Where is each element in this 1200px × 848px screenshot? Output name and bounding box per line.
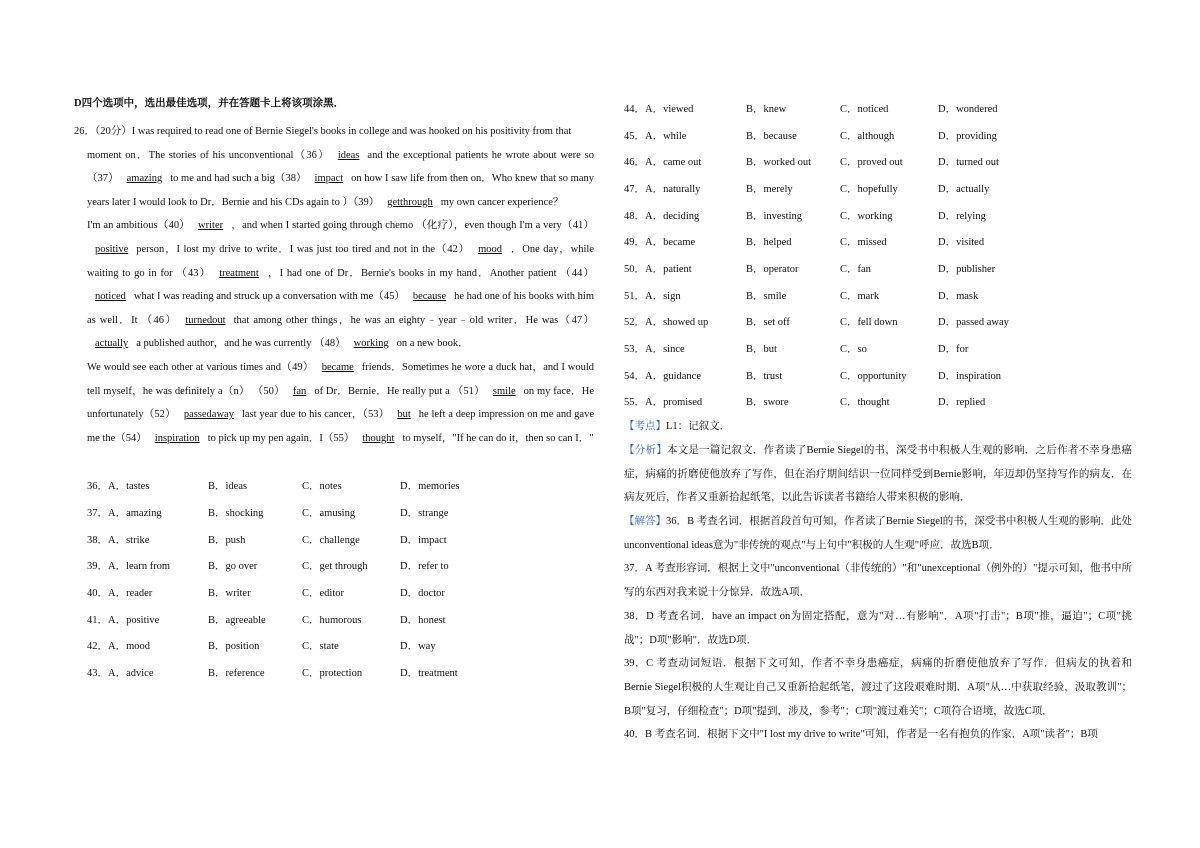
option-d: D．for bbox=[938, 344, 969, 356]
option-d: D．way bbox=[400, 641, 436, 653]
option-d: D．refer to bbox=[400, 561, 449, 573]
blank-answer: smile bbox=[492, 385, 516, 397]
passage-text: what I was reading and struck up a conversation with me（45） bbox=[133, 291, 405, 303]
blank-answer: amazing bbox=[126, 173, 163, 185]
option-c: C．hopefully bbox=[840, 183, 898, 195]
option-d: D．turned out bbox=[938, 157, 999, 169]
option-b: B．helped bbox=[746, 237, 792, 249]
option-d: D．publisher bbox=[938, 263, 996, 275]
passage-heading: 26．（20分）I was required to read one of Bernie Siegel's books in college and was hooked on his positivity from that bbox=[74, 126, 572, 137]
passage-text: he left a deep impression on me and gave me the（54） bbox=[87, 409, 594, 444]
option-a: 46．A．came out bbox=[624, 157, 702, 169]
jieda-tag: 【解答】 bbox=[624, 516, 667, 528]
option-a: 37．A．amazing bbox=[87, 507, 162, 519]
option-d: D．visited bbox=[938, 237, 985, 249]
option-c: C．get through bbox=[302, 561, 368, 573]
option-a: 52．A．showed up bbox=[624, 317, 709, 329]
blank-answer: mood bbox=[478, 243, 502, 255]
blank-answer: impact bbox=[314, 173, 344, 185]
option-b: B．ideas bbox=[208, 481, 248, 493]
option-row bbox=[624, 175, 1132, 202]
option-a: 39．A．learn from bbox=[87, 561, 171, 573]
option-row bbox=[624, 309, 1132, 336]
option-c: C．working bbox=[840, 210, 893, 222]
passage-text: on my face．He unfortunately（52） bbox=[87, 385, 594, 421]
option-row bbox=[87, 632, 594, 659]
option-b: B．worked out bbox=[746, 157, 812, 169]
passage-text: he had one of his books with him as well．It （46） bbox=[87, 291, 594, 326]
option-b: B．set off bbox=[746, 317, 790, 329]
option-a: 54．A．guidance bbox=[624, 370, 701, 382]
blank-answer: working bbox=[353, 338, 389, 350]
passage-text: ，and when I started going through chemo （化疗），even though I'm a very（41） bbox=[231, 220, 594, 232]
blank-answer: ideas bbox=[337, 149, 360, 161]
option-row bbox=[87, 606, 594, 633]
option-row bbox=[624, 202, 1132, 229]
blank-answer: treatment bbox=[219, 267, 259, 279]
right-column bbox=[624, 95, 1132, 747]
option-d: D．relying bbox=[938, 210, 986, 222]
passage-paragraph-3 bbox=[74, 356, 594, 450]
options-list-left bbox=[74, 472, 594, 686]
option-c: C．although bbox=[840, 130, 895, 142]
option-d: D．honest bbox=[400, 614, 446, 626]
blank-answer: became bbox=[321, 361, 354, 373]
option-d: D．providing bbox=[938, 130, 997, 142]
option-row bbox=[624, 148, 1132, 175]
option-row bbox=[87, 526, 594, 553]
option-a: 44．A．viewed bbox=[624, 103, 694, 115]
option-b: B．agreeable bbox=[208, 614, 266, 626]
option-a: 45．A．while bbox=[624, 130, 687, 142]
option-b: B．push bbox=[208, 534, 246, 546]
option-c: C．missed bbox=[840, 237, 887, 249]
option-b: B．knew bbox=[746, 103, 787, 115]
option-row bbox=[87, 499, 594, 526]
option-c: C．fan bbox=[840, 263, 871, 275]
answer-39: 39．C 考查动词短语．根据下文可知，作者不幸身患癌症，病痛的折磨使他放弃了写作．但病友的执着和Bernie Siegel积极的人生观让自己又重新拾起纸笔，渡过了这段艰难时期．A项"从…中获取经验，汲取教训"；B项"复习，仔细检查"；D项"提到，涉及，参考"；C项"渡过难关"；C项符合语境，故选C项． bbox=[624, 658, 1132, 717]
instruction: D四个选项中，选出最佳选项，并在答题卡上将该项涂黑． bbox=[74, 98, 345, 109]
answer-analysis bbox=[624, 415, 1132, 747]
option-row bbox=[624, 282, 1132, 309]
blank-answer: turnedout bbox=[185, 314, 226, 326]
passage-text: a published author，and he was currently （48） bbox=[136, 338, 346, 350]
passage-text: on a new book． bbox=[396, 338, 469, 350]
blank-answer: thought bbox=[362, 432, 395, 444]
fenxi-tag: 【分析】 bbox=[624, 444, 667, 456]
option-row bbox=[624, 362, 1132, 389]
option-a: 48．A．deciding bbox=[624, 210, 700, 222]
fenxi-line bbox=[624, 439, 1132, 510]
answer-40: 40．B 考查名词．根据下文中"I lost my drive to write"可知，作者是一名有抱负的作家．A项"读者"；B项 bbox=[624, 729, 1098, 741]
option-a: 41．A．positive bbox=[87, 614, 160, 626]
option-b: B．because bbox=[746, 130, 797, 142]
blank-answer: writer bbox=[198, 220, 224, 232]
options-list-right bbox=[624, 95, 1132, 415]
blank-answer: because bbox=[412, 291, 447, 303]
option-row bbox=[624, 255, 1132, 282]
passage-text: ．One day，while waiting to go in for （43） bbox=[87, 243, 595, 279]
option-d: D．actually bbox=[938, 183, 990, 195]
option-c: C．state bbox=[302, 641, 339, 653]
option-a: 55．A．promised bbox=[624, 397, 703, 409]
passage-text: that among other things，he was an eighty﹣year﹣old writer．He was（47） bbox=[233, 314, 594, 326]
option-d: D．mask bbox=[938, 290, 979, 302]
option-b: B．merely bbox=[746, 183, 793, 195]
option-d: D．memories bbox=[400, 481, 460, 493]
blank-answer: but bbox=[397, 409, 411, 421]
option-c: C．notes bbox=[302, 481, 342, 493]
option-c: C．challenge bbox=[302, 534, 360, 546]
option-row bbox=[87, 552, 594, 579]
option-d: D．strange bbox=[400, 507, 449, 519]
blank-answer: fan bbox=[292, 385, 307, 397]
passage-text: person，I lost my drive to write．I was just too tired and not in the（42） bbox=[136, 243, 471, 255]
option-row bbox=[624, 228, 1132, 255]
option-c: C．so bbox=[840, 344, 867, 356]
kaodian-text: L1：记叙文． bbox=[666, 421, 731, 433]
option-a: 43．A．advice bbox=[87, 667, 154, 679]
passage-text: I'm an ambitious（40） bbox=[87, 220, 191, 232]
kaodian-tag: 【考点】 bbox=[624, 421, 666, 433]
option-row bbox=[624, 95, 1132, 122]
option-d: D．treatment bbox=[400, 667, 458, 679]
option-b: B．shocking bbox=[208, 507, 264, 519]
option-d: D．replied bbox=[938, 397, 986, 409]
option-a: 40．A．reader bbox=[87, 587, 153, 599]
option-c: C．protection bbox=[302, 667, 363, 679]
option-row bbox=[624, 335, 1132, 362]
option-b: B．writer bbox=[208, 587, 251, 599]
option-c: C．humorous bbox=[302, 614, 362, 626]
option-c: C．thought bbox=[840, 397, 890, 409]
option-row bbox=[624, 122, 1132, 149]
jieda-line bbox=[624, 510, 1132, 557]
option-a: 53．A．since bbox=[624, 344, 685, 356]
answer-37: 37．A 考查形容词．根据上文中"unconventional（非传统的）"和"unexceptional（例外的）"提示可知，他书中所写的东西对我来说十分惊异．故选A项． bbox=[624, 563, 1132, 599]
answer-36: 36．B 考查名词．根据首段首句可知，作者读了Bernie Siegel的书，深受书中积极人生观的影响．此处unconventional ideas意为"非传统的观点"与上句中"积极的人生观"呼应．故选B项． bbox=[624, 516, 1132, 551]
option-row bbox=[87, 659, 594, 686]
option-d: D．passed away bbox=[938, 317, 1009, 329]
option-a: 50．A．patient bbox=[624, 263, 692, 275]
passage bbox=[74, 120, 594, 450]
option-b: B．operator bbox=[746, 263, 799, 275]
option-b: B．reference bbox=[208, 667, 265, 679]
blank-answer: passedaway bbox=[183, 409, 234, 421]
option-row bbox=[87, 472, 594, 499]
option-d: D．wondered bbox=[938, 103, 998, 115]
option-row bbox=[87, 579, 594, 606]
passage-text: my own cancer experience？ bbox=[440, 196, 564, 208]
option-c: C．noticed bbox=[840, 103, 889, 115]
option-a: 38．A．strike bbox=[87, 534, 150, 546]
option-b: B．position bbox=[208, 641, 260, 653]
passage-text: and the exceptional patients he wrote about were so（37） bbox=[87, 149, 595, 185]
passage-paragraph-1 bbox=[74, 144, 594, 215]
passage-text: friends．Sometimes he wore a duck hat，and I would tell myself，he was definitely a（n） （50） bbox=[87, 361, 595, 397]
blank-answer: getthrough bbox=[387, 196, 433, 208]
passage-text: We would see each other at various times and（49） bbox=[87, 361, 314, 373]
fenxi-text: 本文是一篇记叙文．作者读了Bernie Siegel的书，深受书中积极人生观的影响．之后作者不幸身患癌症，病痛的折磨使他放弃了写作，但在治疗期间结识一位同样受到Bernie影响，年迈却仍坚持写作的病友．在病友死后，作者又重新拾起纸笔，以此告诉读者书籍给人带来积极的影响． bbox=[624, 444, 1133, 504]
option-c: C．mark bbox=[840, 290, 880, 302]
blank-answer: actually bbox=[95, 338, 129, 350]
option-b: B．smile bbox=[746, 290, 787, 302]
option-d: D．inspiration bbox=[938, 370, 1001, 382]
blank-answer: inspiration bbox=[154, 432, 200, 444]
option-d: D．doctor bbox=[400, 587, 445, 599]
passage-text: to pick up my pen again．I（55） bbox=[207, 432, 355, 444]
option-c: C．opportunity bbox=[840, 370, 907, 382]
option-b: B．go over bbox=[208, 561, 258, 573]
passage-paragraph-2 bbox=[74, 214, 594, 356]
passage-text: ，I had one of Dr．Bernie's books in my hand．Another patient （44） bbox=[266, 267, 595, 279]
option-c: C．amusing bbox=[302, 507, 356, 519]
answer-38: 38．D 考查名词．have an impact on为固定搭配，意为"对…有影响"．A项"打击"；B项"推，逼迫"；C项"挑战"；D项"影响"．故选D项． bbox=[624, 610, 1132, 646]
kaodian-line bbox=[624, 415, 1132, 439]
passage-text: to me and had such a big（38） bbox=[170, 173, 307, 185]
passage-text: on how I saw life from then on．Who knew that so many years later I would look to Dr．Bernie and his CDs again to ）（39） bbox=[87, 173, 595, 208]
option-a: 47．A．naturally bbox=[624, 183, 701, 195]
option-b: B．trust bbox=[746, 370, 783, 382]
option-a: 42．A．mood bbox=[87, 641, 150, 653]
option-d: D．impact bbox=[400, 534, 447, 546]
option-c: C．fell down bbox=[840, 317, 898, 329]
option-c: C．proved out bbox=[840, 157, 903, 169]
passage-text: of Dr．Bernie．He really put a （51） bbox=[314, 385, 485, 397]
blank-answer: noticed bbox=[95, 291, 126, 303]
passage-text: to myself，"If he can do it，then so can I．" bbox=[402, 432, 594, 444]
passage-text: last year due to his cancer，（53） bbox=[241, 409, 390, 421]
blank-answer: positive bbox=[95, 243, 129, 255]
passage-text: moment on．The stories of his unconventional（36） bbox=[87, 149, 330, 161]
option-a: 49．A．became bbox=[624, 237, 696, 249]
option-a: 51．A．sign bbox=[624, 290, 681, 302]
option-b: B．swore bbox=[746, 397, 789, 409]
option-b: B．but bbox=[746, 344, 777, 356]
option-b: B．investing bbox=[746, 210, 803, 222]
option-c: C．editor bbox=[302, 587, 344, 599]
option-a: 36．A．tastes bbox=[87, 481, 150, 493]
left-column bbox=[74, 95, 594, 686]
option-row bbox=[624, 389, 1132, 416]
